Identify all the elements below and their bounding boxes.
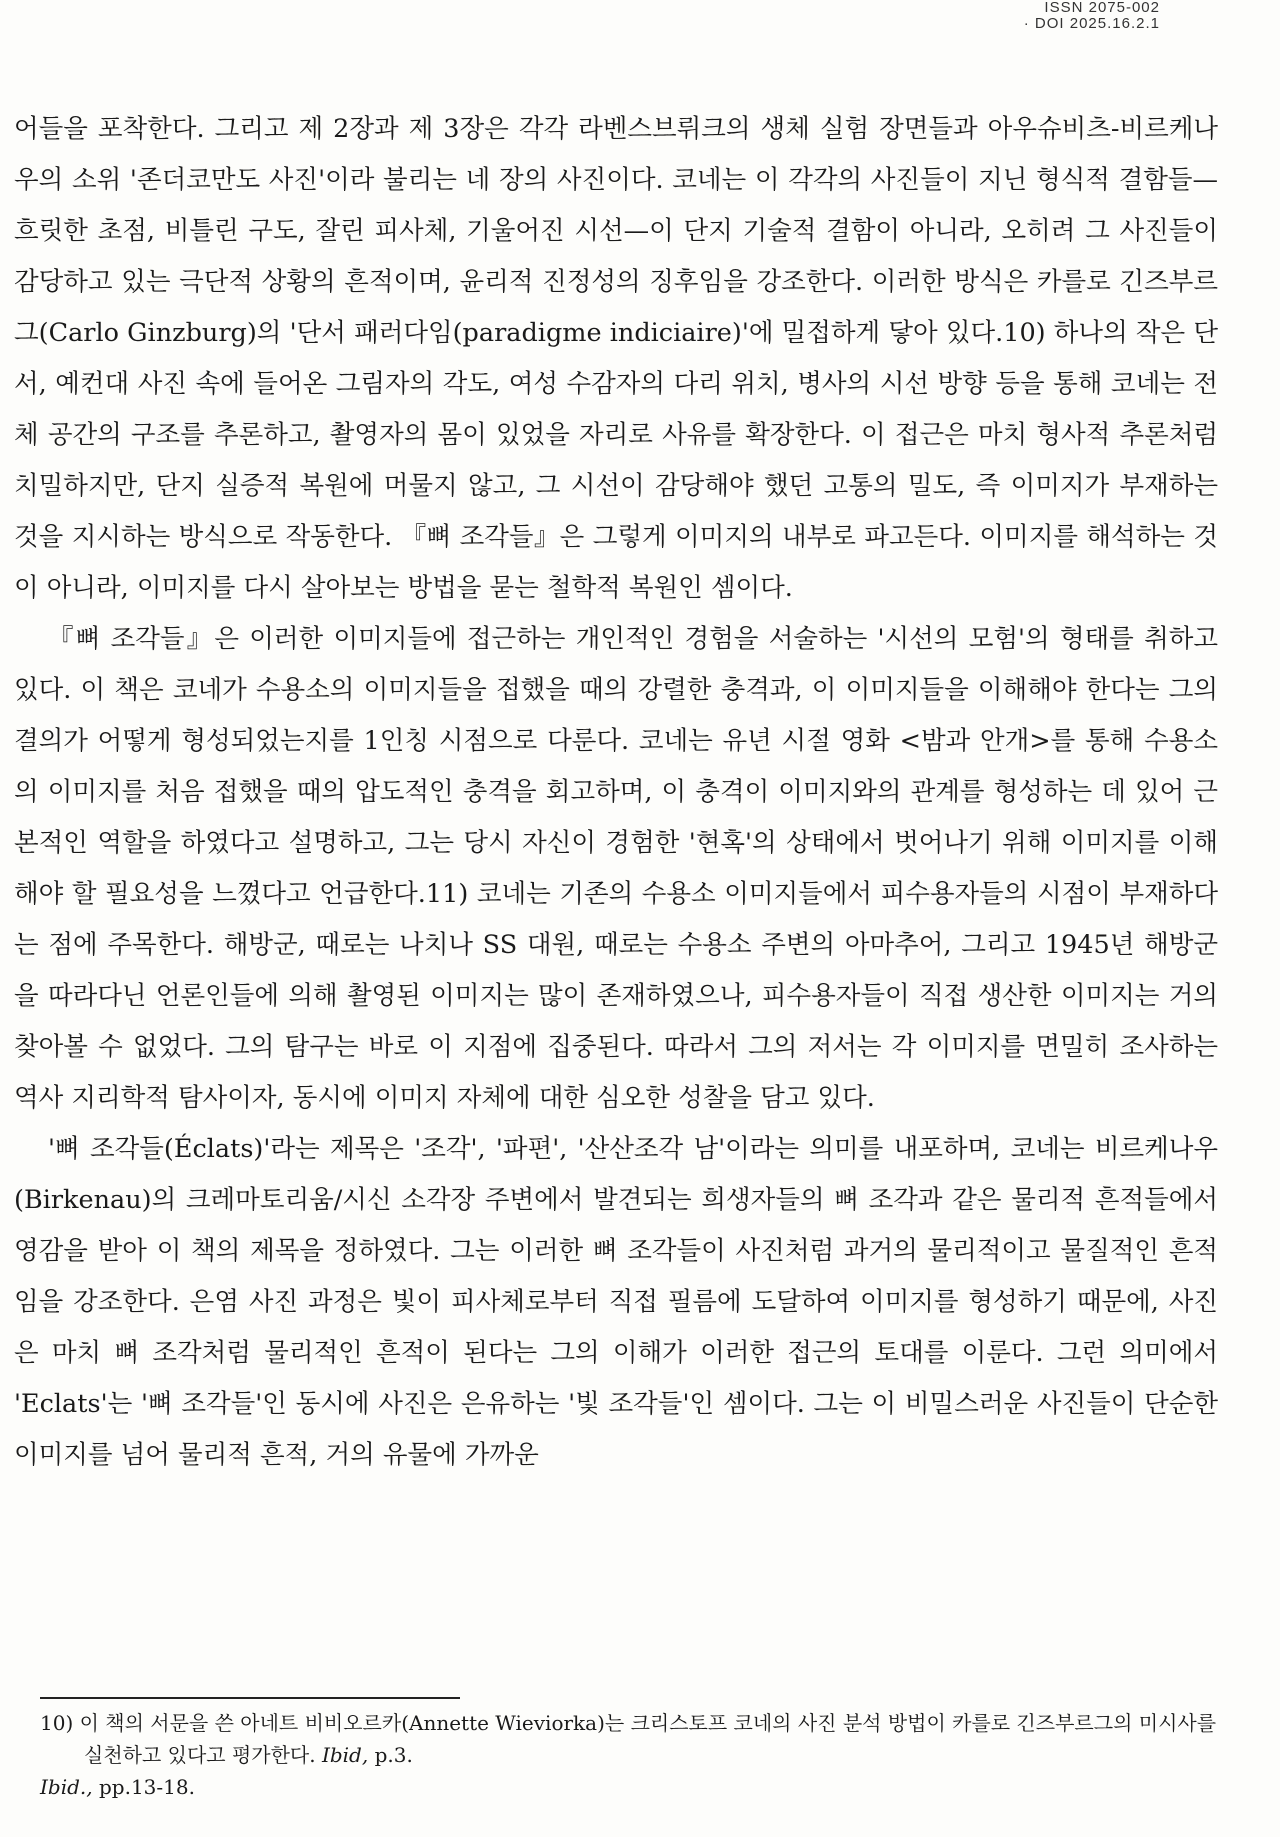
footnote-divider bbox=[40, 1697, 460, 1699]
footnote-10-text: 10) 이 책의 서문을 쓴 아네트 비비오르카(Annette Wieviorka)는 크리스토프 코네의 사진 분석 방법이 카를로 긴즈부르그의 미시사를 실천하고 있다고 평가한다. bbox=[40, 1711, 1217, 1767]
footnote-11-page: pp.13-18. bbox=[98, 1775, 195, 1799]
issn-label: ISSN 2075-002 bbox=[1044, 0, 1160, 16]
footnote-11-ref: Ibid., bbox=[40, 1775, 93, 1799]
doi-label: · DOI 2025.16.2.1 bbox=[1023, 15, 1160, 32]
footnote-11 bbox=[40, 1771, 1220, 1803]
paragraph-1: 어들을 포착한다. 그리고 제 2장과 제 3장은 각각 라벤스브뤼크의 생체 실험 장면들과 아우슈비츠-비르케나우의 소위 '존더코만도 사진'이라 불리는 네 장의 사진이다. 코네는 이 각각의 사진들이 지닌 형식적 결함들—흐릿한 초점, 비틀린 구도, 잘린 피사체, 기울어진 시선—이 단지 기술적 결함이 아니라, 오히려 그 사진들이 감당하고 있는 극단적 상황의 흔적이며, 윤리적 진정성의 징후임을 강조한다. 이러한 방식은 카를로 긴즈부르그(Carlo Ginzburg)의 '단서 패러다임(paradigme indiciaire)'에 밀접하게 닿아 있다.10) 하나의 작은 단서, 예컨대 사진 속에 들어온 그림자의 각도, 여성 수감자의 다리 위치, 병사의 시선 방향 등을 통해 코네는 전체 공간의 구조를 추론하고, 촬영자의 몸이 있었을 자리로 사유를 확장한다. 이 접근은 마치 형사적 추론처럼 치밀하지만, 단지 실증적 복원에 머물지 않고, 그 시선이 감당해야 했던 고통의 밀도, 즉 이미지가 부재하는 것을 지시하는 방식으로 작동한다. 『뼈 조각들』은 그렇게 이미지의 내부로 파고든다. 이미지를 해석하는 것이 아니라, 이미지를 다시 살아보는 방법을 묻는 철학적 복원인 셈이다. bbox=[14, 114, 1218, 603]
footnotes bbox=[40, 1707, 1220, 1803]
footnote-10 bbox=[40, 1707, 1220, 1771]
paragraph-3: '뼈 조각들(Éclats)'라는 제목은 '조각', '파편', '산산조각 남'이라는 의미를 내포하며, 코네는 비르케나우(Birkenau)의 크레마토리움/시신 소각장 주변에서 발견되는 희생자들의 뼈 조각과 같은 물리적 흔적들에서 영감을 받아 이 책의 제목을 정하였다. 그는 이러한 뼈 조각들이 사진처럼 과거의 물리적이고 물질적인 흔적임을 강조한다. 은염 사진 과정은 빛이 피사체로부터 직접 필름에 도달하여 이미지를 형성하기 때문에, 사진은 마치 뼈 조각처럼 물리적인 흔적이 된다는 그의 이해가 이러한 접근의 토대를 이룬다. 그런 의미에서 'Eclats'는 '뼈 조각들'인 동시에 사진은 은유하는 '빛 조각들'인 셈이다. 그는 이 비밀스러운 사진들이 단순한 이미지를 넘어 물리적 흔적, 거의 유물에 가까운 bbox=[14, 1134, 1218, 1470]
journal-header-mark bbox=[1024, 0, 1160, 32]
footnote-10-page: p.3. bbox=[374, 1743, 413, 1767]
paragraph-2: 『뼈 조각들』은 이러한 이미지들에 접근하는 개인적인 경험을 서술하는 '시선의 모험'의 형태를 취하고 있다. 이 책은 코네가 수용소의 이미지들을 접했을 때의 강렬한 충격과, 이 이미지들을 이해해야 한다는 그의 결의가 어떻게 형성되었는지를 1인칭 시점으로 다룬다. 코네는 유년 시절 영화 <밤과 안개>를 통해 수용소의 이미지를 처음 접했을 때의 압도적인 충격을 회고하며, 이 충격이 이미지와의 관계를 형성하는 데 있어 근본적인 역할을 하였다고 설명하고, 그는 당시 자신이 경험한 '현혹'의 상태에서 벗어나기 위해 이미지를 이해해야 할 필요성을 느꼈다고 언급한다.11) 코네는 기존의 수용소 이미지들에서 피수용자들의 시점이 부재하다는 점에 주목한다. 해방군, 때로는 나치나 SS 대원, 때로는 수용소 주변의 아마추어, 그리고 1945년 해방군을 따라다닌 언론인들에 의해 촬영된 이미지는 많이 존재하였으나, 피수용자들이 직접 생산한 이미지는 거의 찾아볼 수 없었다. 그의 탐구는 바로 이 지점에 집중된다. 따라서 그의 저서는 각 이미지를 면밀히 조사하는 역사 지리학적 탐사이자, 동시에 이미지 자체에 대한 심오한 성찰을 담고 있다. bbox=[14, 624, 1218, 1113]
footnote-10-ref: Ibid, bbox=[321, 1743, 369, 1767]
page-body bbox=[14, 104, 1218, 1481]
